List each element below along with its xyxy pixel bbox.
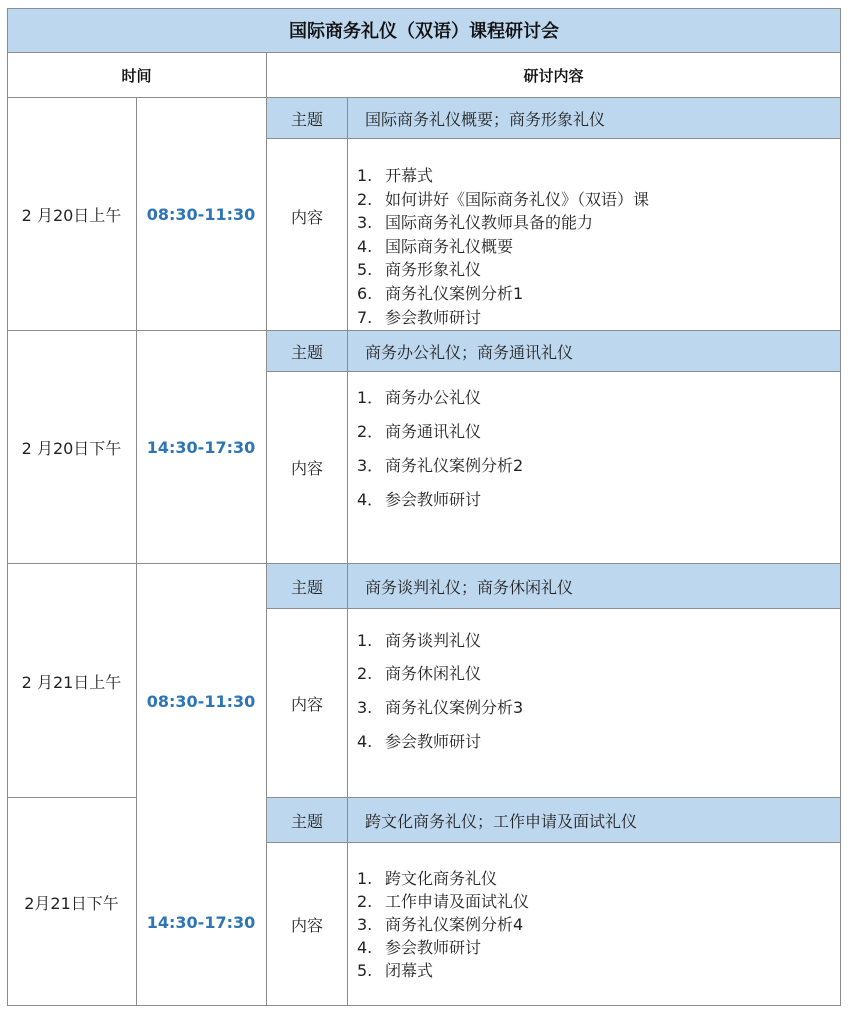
list-item xyxy=(357,915,523,937)
list-item xyxy=(357,308,481,330)
theme-label: 主题 xyxy=(290,811,323,831)
item-text: 商务谈判礼仪 xyxy=(385,631,482,650)
session-theme: 国际商务礼仪概要；商务形象礼仪 xyxy=(365,109,606,129)
list-item xyxy=(357,260,481,282)
list-item xyxy=(357,732,481,754)
divider xyxy=(266,52,267,1006)
item-text: 参会教师研讨 xyxy=(385,490,482,509)
table-border-left xyxy=(7,8,8,1006)
item-number: 6. xyxy=(357,284,373,303)
list-item xyxy=(357,284,523,306)
list-item xyxy=(357,892,529,914)
divider xyxy=(266,608,841,609)
item-number: 5. xyxy=(357,961,373,980)
item-text: 闭幕式 xyxy=(385,961,434,980)
item-text: 跨文化商务礼仪 xyxy=(385,869,498,888)
item-text: 商务礼仪案例分析4 xyxy=(385,915,524,934)
header-time: 时间 xyxy=(121,66,152,85)
item-number: 7. xyxy=(357,308,373,327)
list-item xyxy=(357,456,523,478)
list-item xyxy=(357,237,513,259)
item-number: 1. xyxy=(357,869,373,888)
list-item xyxy=(357,869,497,891)
item-number: 3． xyxy=(357,456,384,475)
list-item xyxy=(357,938,481,960)
item-number: 2. xyxy=(357,892,373,911)
divider xyxy=(136,564,137,1006)
item-text: 商务礼仪案例分析3 xyxy=(385,698,524,717)
list-item xyxy=(357,213,593,235)
item-number: 4. xyxy=(357,237,373,256)
divider xyxy=(7,330,841,331)
content-label: 内容 xyxy=(290,694,323,714)
item-number: 2. xyxy=(357,664,373,683)
item-number: 4. xyxy=(357,938,373,957)
divider xyxy=(136,331,137,564)
list-item xyxy=(357,490,481,512)
item-text: 商务休闲礼仪 xyxy=(385,664,482,683)
theme-label: 主题 xyxy=(290,109,323,129)
item-number: 3. xyxy=(357,915,373,934)
session-time: 08:30-11:30 xyxy=(146,691,256,711)
divider xyxy=(266,842,841,843)
item-number: 1. xyxy=(357,166,373,185)
table-border-top xyxy=(7,8,841,9)
item-text: 商务办公礼仪 xyxy=(385,388,482,407)
session-theme: 跨文化商务礼仪；工作申请及面试礼仪 xyxy=(365,811,638,831)
item-number: 3. xyxy=(357,698,373,717)
item-text: 参会教师研讨 xyxy=(385,308,482,327)
list-item xyxy=(357,698,523,720)
divider xyxy=(266,138,841,139)
item-text: 商务礼仪案例分析1 xyxy=(385,284,524,303)
divider xyxy=(136,98,137,331)
item-text: 工作申请及面试礼仪 xyxy=(385,892,530,911)
session-time: 14:30-17:30 xyxy=(146,438,256,457)
item-text: 商务礼仪案例分析2 xyxy=(385,456,524,475)
session-theme: 商务办公礼仪；商务通讯礼仪 xyxy=(365,342,574,362)
schedule-title: 国际商务礼仪（双语）课程研讨会 xyxy=(7,8,841,52)
divider xyxy=(7,52,841,53)
header-content: 研讨内容 xyxy=(523,66,584,85)
table-border-bottom xyxy=(7,1005,841,1006)
divider xyxy=(7,797,136,798)
divider xyxy=(7,563,841,564)
divider xyxy=(7,97,841,98)
session-date: 2月21日下午 xyxy=(24,893,119,913)
content-label: 内容 xyxy=(290,459,323,478)
list-item xyxy=(357,664,481,686)
divider xyxy=(266,371,841,372)
item-number: 2． xyxy=(357,422,384,441)
list-item xyxy=(357,166,433,188)
divider xyxy=(347,98,348,1006)
item-text: 开幕式 xyxy=(385,166,434,185)
item-number: 4． xyxy=(357,490,384,509)
content-label: 内容 xyxy=(290,915,323,935)
list-item xyxy=(357,388,481,410)
session-theme: 商务谈判礼仪；商务休闲礼仪 xyxy=(365,577,574,597)
item-number: 5. xyxy=(357,260,373,279)
session-time: 08:30-11:30 xyxy=(146,205,256,224)
session-date: 2 月21日上午 xyxy=(21,672,122,692)
item-text: 国际商务礼仪教师具备的能力 xyxy=(385,213,594,232)
item-number: 2. xyxy=(357,190,373,209)
item-text: 国际商务礼仪概要 xyxy=(385,237,514,256)
item-text: 商务通讯礼仪 xyxy=(385,422,482,441)
content-label: 内容 xyxy=(290,207,323,227)
item-text: 商务形象礼仪 xyxy=(385,260,482,279)
item-text: 如何讲好《国际商务礼仪》（双语）课 xyxy=(385,190,650,209)
item-number: 1． xyxy=(357,388,384,407)
item-number: 4. xyxy=(357,732,373,751)
divider xyxy=(266,797,841,798)
list-item xyxy=(357,422,481,444)
session-time: 14:30-17:30 xyxy=(146,912,256,932)
item-text: 参会教师研讨 xyxy=(385,938,482,957)
list-item xyxy=(357,190,649,212)
item-text: 参会教师研讨 xyxy=(385,732,482,751)
theme-label: 主题 xyxy=(290,577,323,597)
item-number: 1. xyxy=(357,631,373,650)
list-item xyxy=(357,961,433,983)
list-item xyxy=(357,631,481,653)
table-border-right xyxy=(840,8,841,1006)
session-date: 2 月20日上午 xyxy=(21,206,122,225)
item-number: 3. xyxy=(357,213,373,232)
theme-label: 主题 xyxy=(290,342,323,362)
session-date: 2 月20日下午 xyxy=(21,439,122,458)
